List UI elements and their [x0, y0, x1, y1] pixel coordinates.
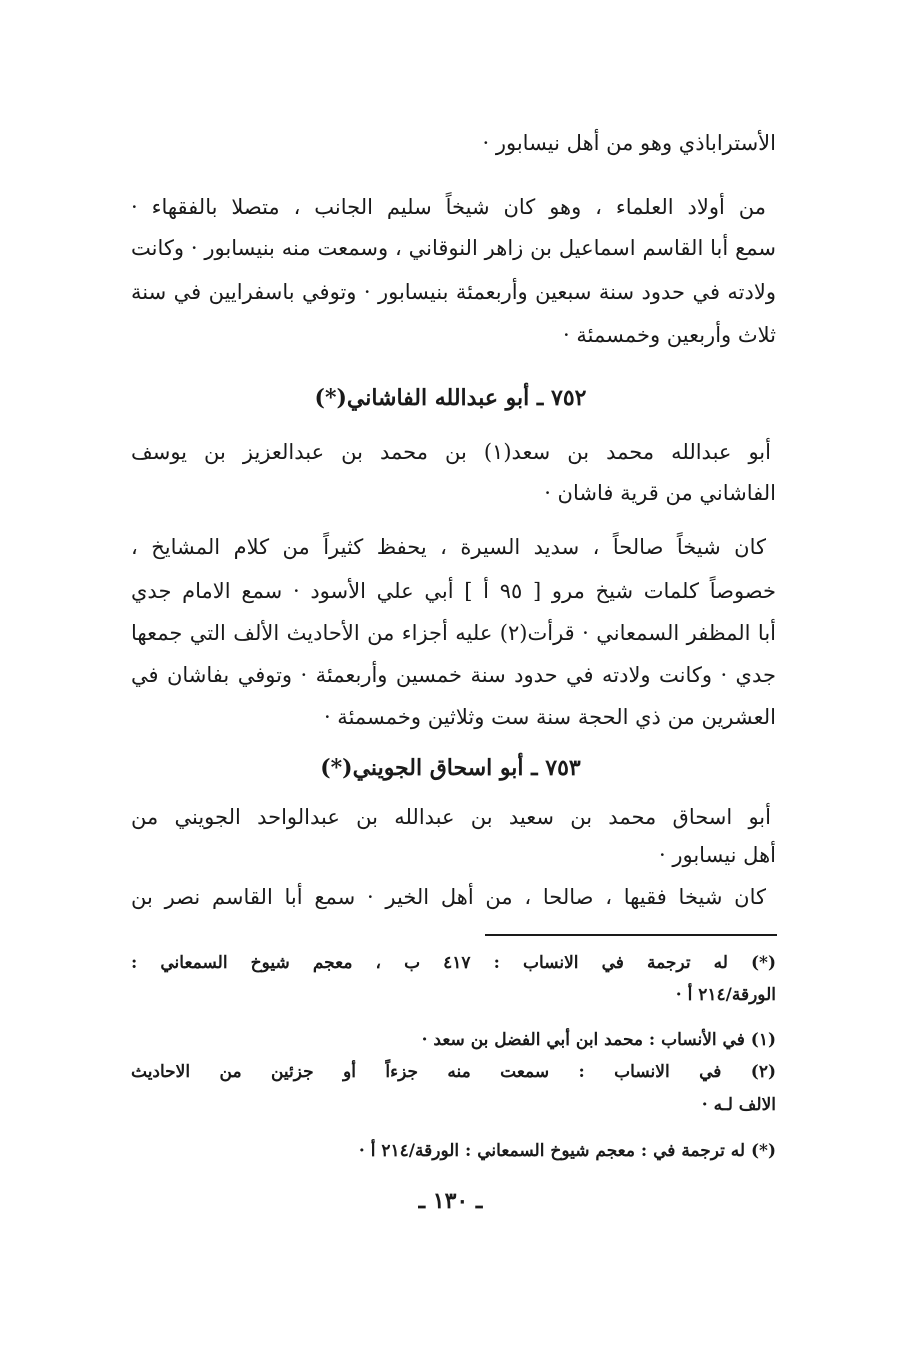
footnote-line: الالف لـه · — [701, 1095, 776, 1115]
footnote-line: (*) له ترجمة في : معجم شيوخ السمعاني : الورقة/٢١٤ أ · — [358, 1141, 776, 1161]
footnote-line: (٢) في الانساب : سمعت منه جزءاً أو جزئين من الاحاديث — [131, 1062, 776, 1082]
entry-752-line: العشرين من ذي الحجة سنة ست وثلاثين وخمسمئة · — [323, 705, 776, 729]
entry-heading-753: ٧٥٣ ـ أبو اسحاق الجويني(*) — [320, 755, 581, 781]
footnote-line: الورقة/٢١٤ أ · — [675, 985, 776, 1005]
entry-753-line: كان شيخا فقيها ، صالحا ، من أهل الخير · سمع أبا القاسم نصر بن — [131, 885, 766, 909]
footnote-line: (*) له ترجمة في الانساب : ٤١٧ ب ، معجم شيوخ السمعاني : — [131, 953, 776, 973]
body-line: الأستراباذي وهو من أهل نيسابور · — [482, 131, 776, 155]
entry-752-line: كان شيخاً صالحاً ، سديد السيرة ، يحفظ كثيراً من كلام المشايخ ، — [131, 535, 766, 559]
entry-752-line: الفاشاني من قرية فاشان · — [544, 481, 776, 505]
body-line: سمع أبا القاسم اسماعيل بن زاهر النوقاني ، وسمعت منه بنيسابور · وكانت — [131, 236, 776, 260]
page-number: ـ ١٣٠ ـ — [418, 1188, 483, 1214]
footnote-separator — [485, 934, 777, 936]
entry-753-line: أبو اسحاق محمد بن سعيد بن عبدالله بن عبدالواحد الجويني من — [131, 805, 771, 829]
body-line: ثلاث وأربعين وخمسمئة · — [563, 323, 776, 347]
body-line: من أولاد العلماء ، وهو كان شيخاً سليم الجانب ، متصلا بالفقهاء · — [131, 195, 766, 219]
entry-752-line: خصوصاً كلمات شيخ مرو [ ٩٥ أ ] أبي علي الأسود · سمع الامام جدي — [131, 579, 776, 603]
entry-heading-752: ٧٥٢ ـ أبو عبدالله الفاشاني(*) — [314, 385, 587, 411]
body-line: ولادته في حدود سنة سبعين وأربعمئة بنيسابور · وتوفي باسفرايين في سنة — [131, 280, 776, 304]
entry-752-line: جدي · وكانت ولادته في حدود سنة خمسين وأربعمئة · وتوفي بفاشان في — [131, 663, 776, 687]
entry-753-line: أهل نيسابور · — [659, 843, 776, 867]
entry-752-line: أبا المظفر السمعاني · قرأت(٢) عليه أجزاء من الأحاديث الألف التي جمعها — [131, 621, 776, 645]
entry-752-line: أبو عبدالله محمد بن سعد(١) بن محمد بن عبدالعزيز بن يوسف — [131, 440, 771, 464]
footnote-line: (١) في الأنساب : محمد ابن أبي الفضل بن سعد · — [421, 1030, 776, 1050]
